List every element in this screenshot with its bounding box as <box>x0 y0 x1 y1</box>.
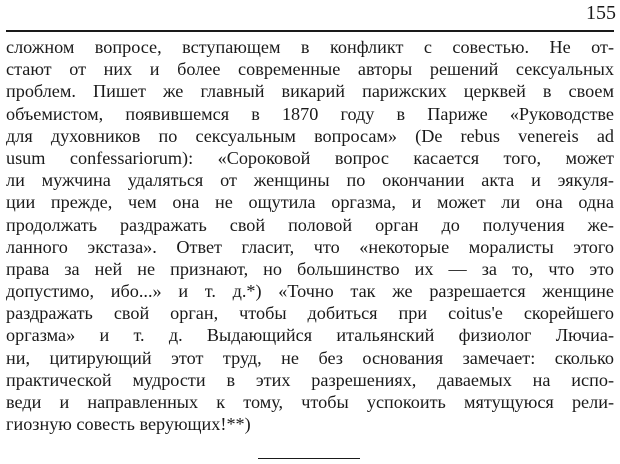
text-line: usum confessariorum): «Сороковой вопрос касается того, может <box>6 147 614 168</box>
text-line: практической мудрости в этих разрешениях, даваемых на испо- <box>6 369 614 390</box>
text-line: ции прежде, чем она не ощутила оргазма, и может ли она одна <box>6 192 614 213</box>
text-line: веди и направленных к тому, чтобы успокоить мятущуюся рели- <box>6 392 614 412</box>
text-line: права за ней не признают, но большинство их — за то, что это <box>6 258 614 279</box>
text-line: стают от них и более современные авторы решений сексуальных <box>6 59 614 80</box>
text-line: сложном вопросе, вступающем в конфликт с совестью. Не от- <box>6 37 614 57</box>
page-number: 155 <box>586 2 616 24</box>
text-line: оргазма» и т. д. Выдающийся итальянский физиолог Лючиа- <box>6 325 614 346</box>
footnote-rule <box>258 458 360 459</box>
text-line: ли мужчина удаляться от женщины по окончании акта и эякуля- <box>6 170 614 191</box>
text-line: ни, цитирующий этот труд, не без основания замечает: сколько <box>6 347 614 368</box>
text-line: проблем. Пишет же главный викарий парижских церквей в своем <box>6 81 614 102</box>
text-line: продолжать раздражать свой половой орган до получения же- <box>6 214 614 235</box>
text-line: гиозную совесть верующих!**) <box>6 414 251 435</box>
body-text <box>6 36 614 435</box>
text-line: допустимо, ибо...» и т. д.*) «Точно так же разрешается женщине <box>6 281 614 302</box>
text-line: ланного экстаза». Ответ гласит, что «некоторые моралисты этого <box>6 236 614 257</box>
text-line: раздражать свой орган, чтобы добиться при coitus'е скорейшего <box>6 303 614 324</box>
text-line: для духовников по сексуальным вопросам» (De rebus venereis ad <box>6 125 614 146</box>
text-line: объемистом, появившемся в 1870 году в Париже «Руководстве <box>6 103 614 124</box>
header-rule <box>6 30 614 32</box>
